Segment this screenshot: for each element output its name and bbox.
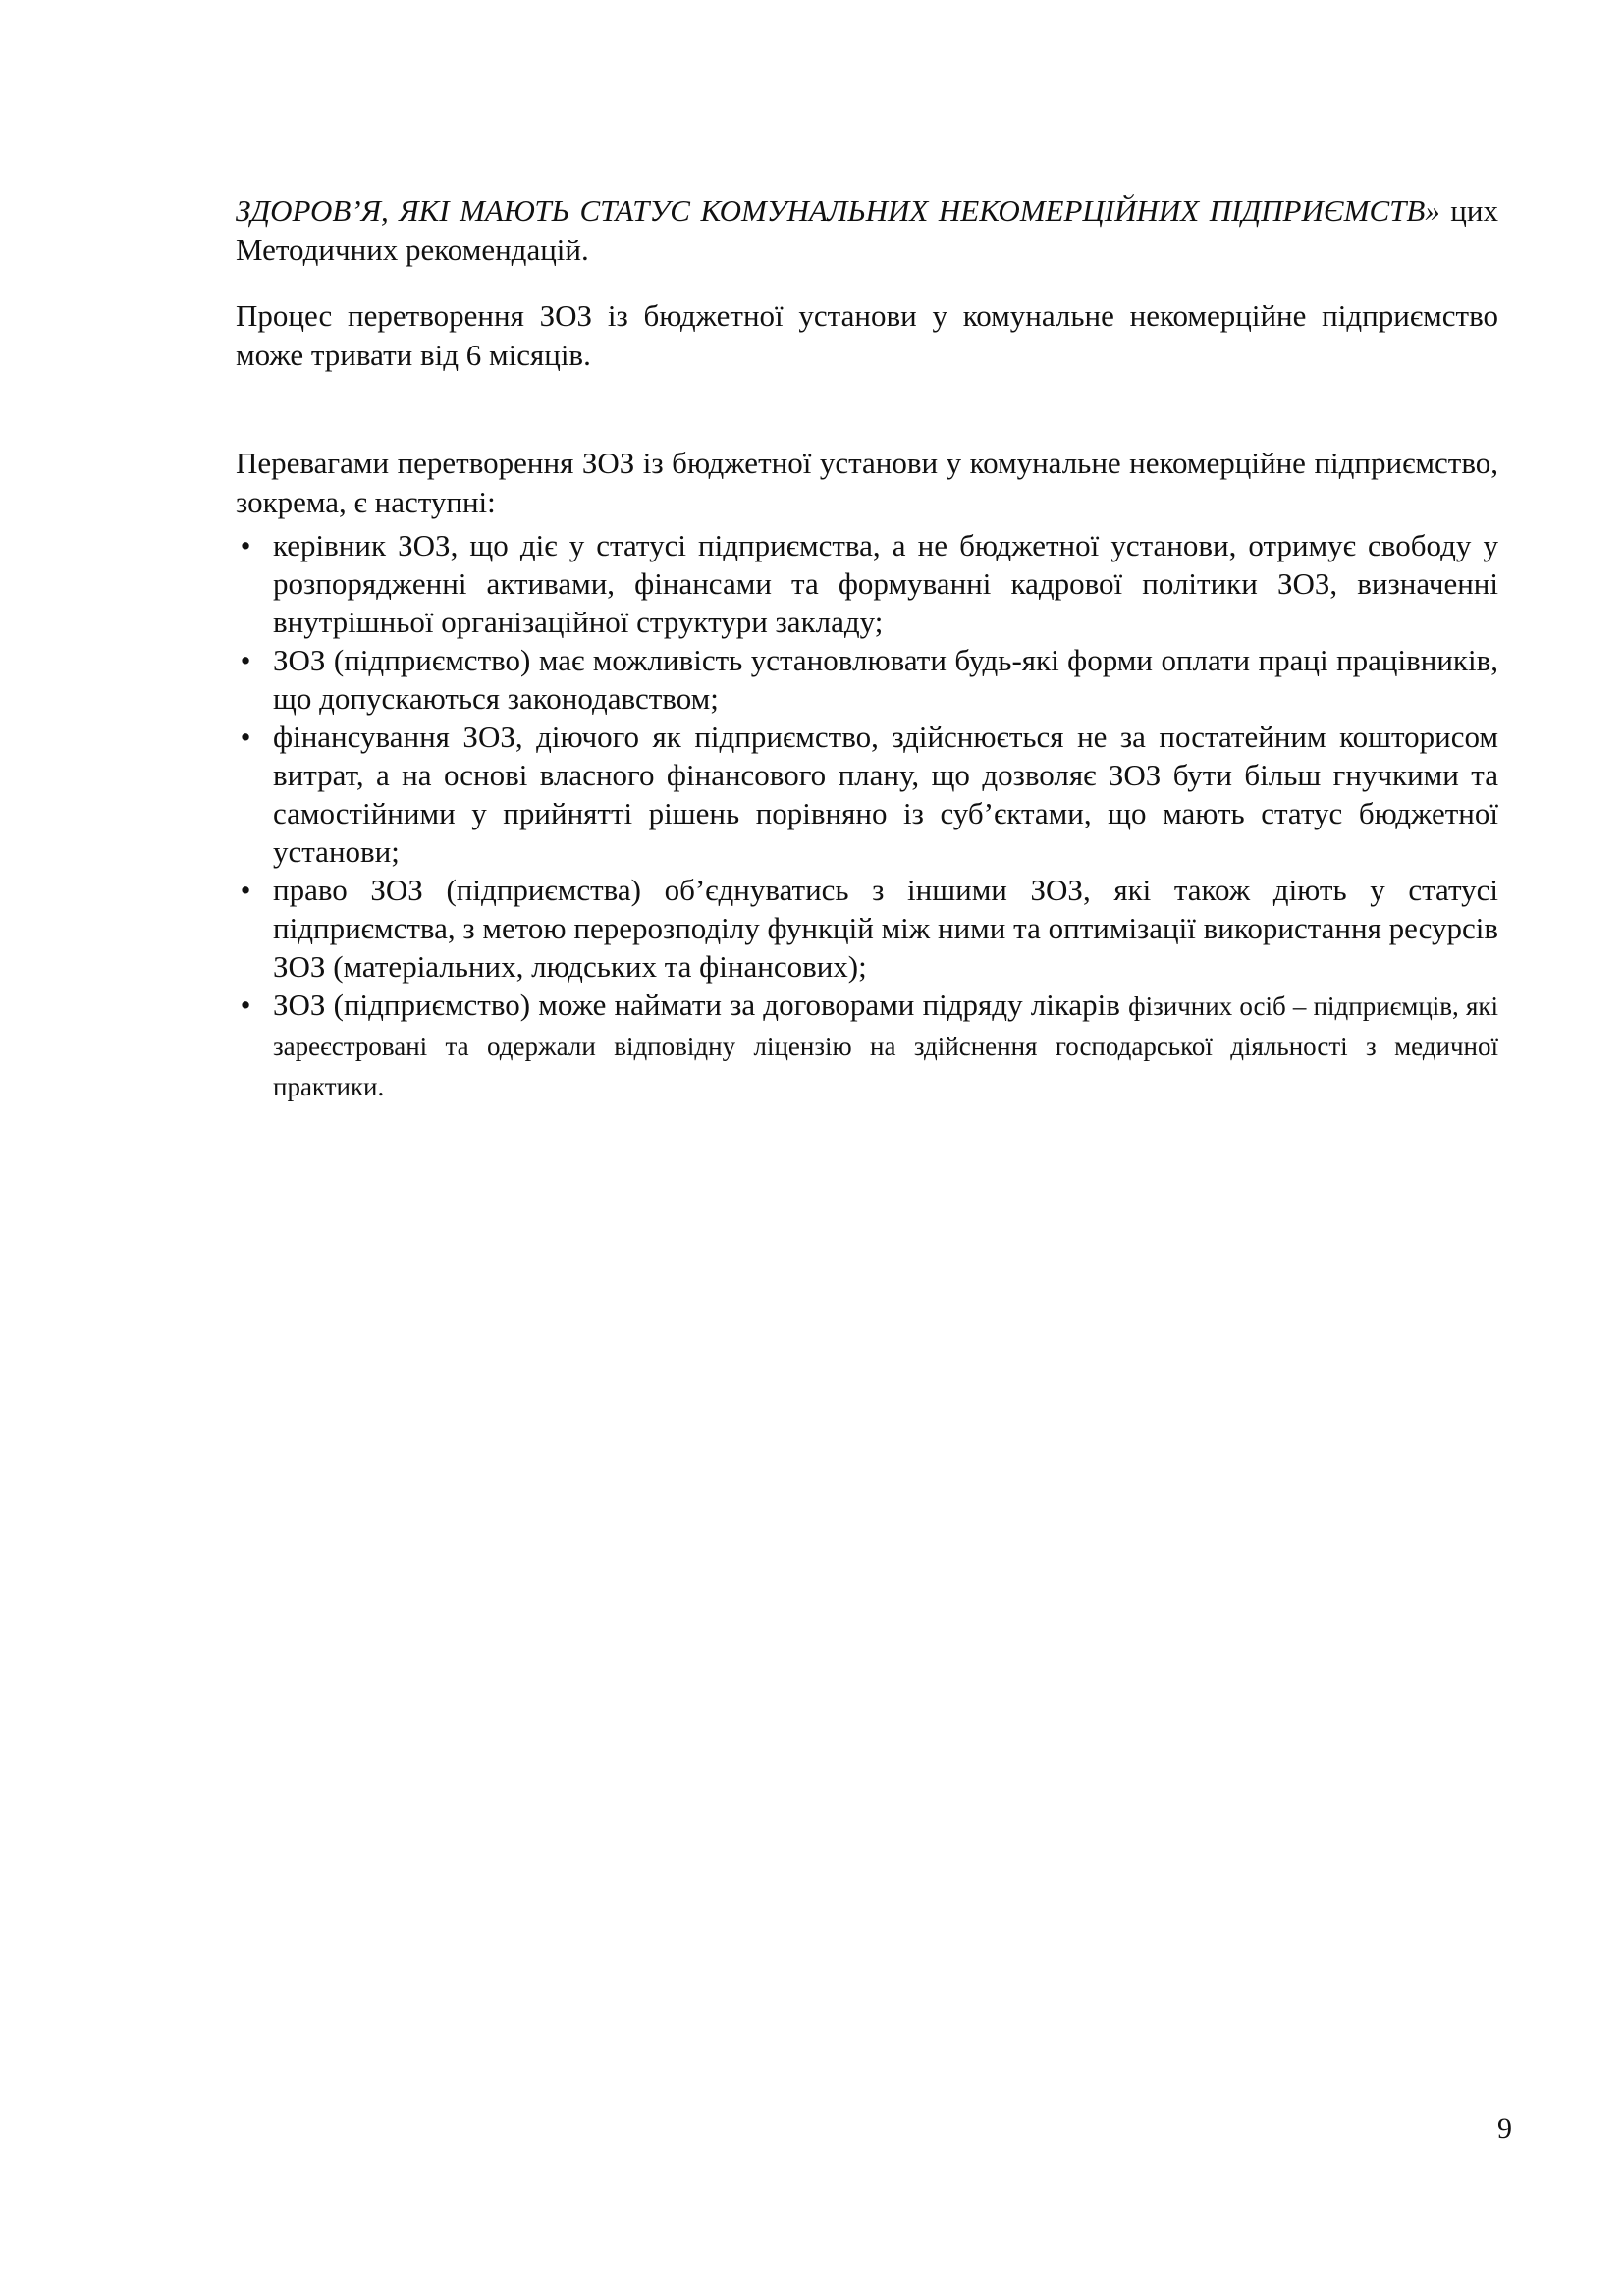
list-item — [236, 718, 1498, 871]
bullet-icon: • — [240, 528, 251, 562]
list-item — [236, 526, 1498, 641]
advantages-list — [236, 526, 1498, 1106]
bullet-icon: • — [240, 720, 251, 754]
paragraph-continuation-text: цих Методичних рекомендацій. — [236, 193, 1498, 267]
list-item-text: керівник ЗОЗ, що діє у статусі підприємства, а не бюджетної установи, отримує свободу у розпорядженні активами, фінансами та формуванні кадрової політики ЗОЗ, визначенні внутрішньої організаційної структури закладу; — [273, 528, 1498, 639]
advantages-intro-paragraph: Перевагами перетворення ЗОЗ із бюджетної установи у комунальне некомерційне підприємство, зокрема, є наступні: — [236, 446, 1498, 519]
list-item — [236, 641, 1498, 718]
list-item — [236, 986, 1498, 1106]
bullet-icon: • — [240, 988, 251, 1022]
list-item — [236, 871, 1498, 986]
bullet-icon: • — [240, 643, 251, 677]
list-item-text-small: фізичних осіб – підприємців, які зареєстровані та одержали відповідну ліцензію на здійснення господарської діяльності з медичної практики. — [273, 991, 1498, 1101]
italic-section-title: ЗДОРОВ’Я, ЯКІ МАЮТЬ СТАТУС КОМУНАЛЬНИХ НЕКОМЕРЦІЙНИХ ПІДПРИЄМСТВ» — [236, 193, 1440, 228]
page-number: 9 — [1497, 2112, 1512, 2145]
list-item-text: право ЗОЗ (підприємства) об’єднуватись з іншими ЗОЗ, які також діють у статусі підприємства, з метою перерозподілу функцій між ними та оптимізації використання ресурсів ЗОЗ (матеріальних, людських та фінансових); — [273, 873, 1498, 984]
process-duration-paragraph: Процес перетворення ЗОЗ із бюджетної установи у комунальне некомерційне підприємство може тривати від 6 місяців. — [236, 298, 1498, 372]
list-item-text: ЗОЗ (підприємство) має можливість установлювати будь-які форми оплати праці працівників, що допускаються законодавством; — [273, 643, 1498, 716]
list-item-text: фінансування ЗОЗ, діючого як підприємство, здійснюється не за постатейним кошторисом витрат, а на основі власного фінансового плану, що дозволяє ЗОЗ бути більш гнучкими та самостійними у прийнятті рішень порівняно із суб’єктами, що мають статус бюджетної установи; — [273, 720, 1498, 869]
bullet-icon: • — [240, 873, 251, 907]
list-item-text: ЗОЗ (підприємство) може наймати за договорами підряду лікарів — [273, 988, 1129, 1022]
continued-paragraph — [236, 191, 1498, 270]
